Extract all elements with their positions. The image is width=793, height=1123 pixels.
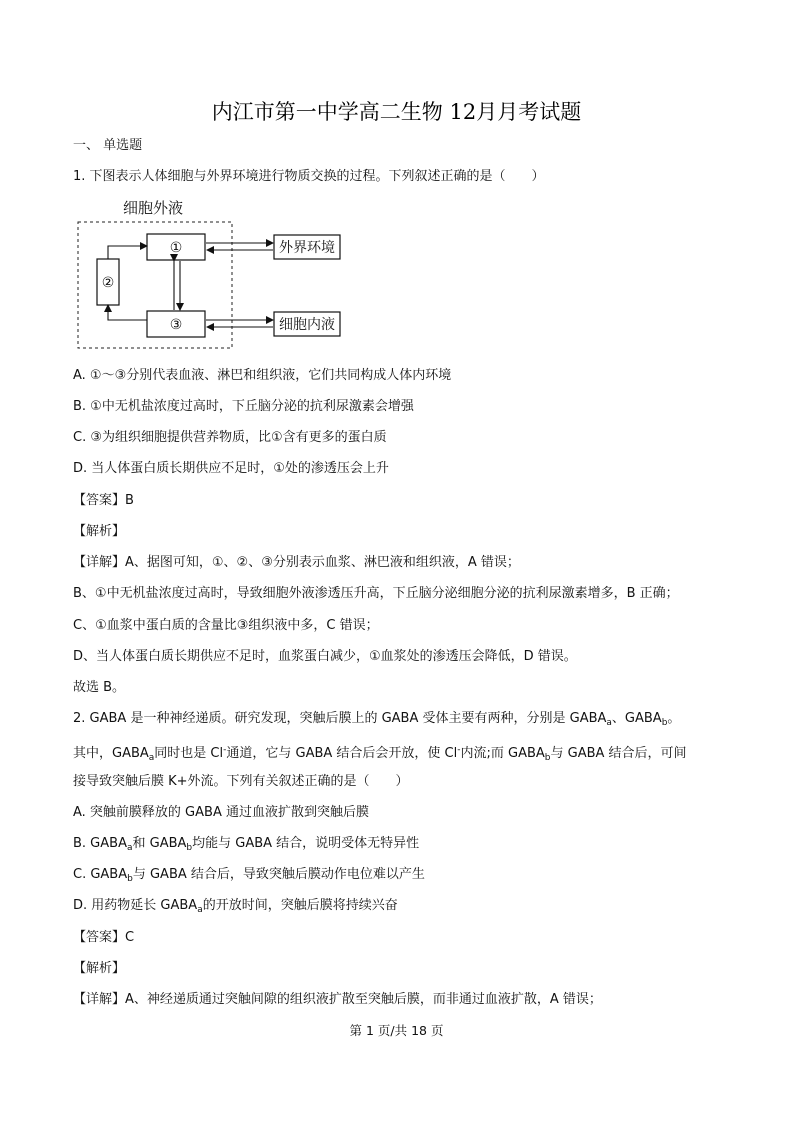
text-span: 均能与 GABA 结合，说明受体无特异性 bbox=[192, 836, 420, 851]
subscript-b: b bbox=[186, 843, 193, 853]
q1-option-d: D. 当人体蛋白质长期供应不足时，①处的渗透压会上升 bbox=[73, 461, 389, 476]
text-span: 通道，它与 GABA 结合后会开放，使 Cl bbox=[226, 746, 458, 761]
q1-detail-b: B、①中无机盐浓度过高时，导致细胞外液渗透压升高，下丘脑分泌细胞分泌的抗利尿激素增多，B 正确； bbox=[73, 586, 679, 601]
box-1-label: ① bbox=[169, 240, 183, 256]
q1-option-a: A. ①～③分别代表血液、淋巴和组织液，它们共同构成人体内环境 bbox=[73, 368, 452, 383]
exchange-diagram bbox=[73, 197, 363, 353]
extracellular-fluid-label: 细胞外液 bbox=[123, 199, 184, 217]
text-span: 同时也是 Cl bbox=[154, 746, 224, 761]
q1-option-c: C. ③为组织细胞提供营养物质，比①含有更多的蛋白质 bbox=[73, 430, 387, 445]
box-3-label: ③ bbox=[169, 317, 183, 333]
text-span: 的开放时间，突触后膜将持续兴奋 bbox=[202, 898, 398, 913]
subscript-b: b bbox=[544, 753, 551, 763]
q2-option-a: A. 突触前膜释放的 GABA 通过血液扩散到突触后膜 bbox=[73, 805, 369, 820]
q1-conclusion: 故选 B。 bbox=[73, 680, 126, 695]
text-span: B. GABA bbox=[73, 836, 127, 851]
text-span: D. 用药物延长 GABA bbox=[73, 898, 198, 913]
intracellular-label: 细胞内液 bbox=[279, 317, 335, 333]
q2-option-b bbox=[73, 835, 419, 857]
text-span: 其中，GABA bbox=[73, 746, 149, 761]
q1-analysis-label: 【解析】 bbox=[73, 524, 126, 539]
subscript-a: a bbox=[148, 753, 155, 763]
q2-stem-line3: 接导致突触后膜 K+外流。下列有关叙述正确的是（ ） bbox=[73, 774, 409, 789]
text-span: 与 GABA 结合后，可间 bbox=[550, 746, 687, 761]
subscript-a: a bbox=[197, 905, 203, 915]
text-span: 内流;而 GABA bbox=[460, 746, 545, 761]
box-2-label: ② bbox=[101, 275, 115, 291]
period: 。 bbox=[667, 711, 681, 726]
q1-diagram bbox=[73, 197, 363, 353]
q1-option-b: B. ①中无机盐浓度过高时，下丘脑分泌的抗利尿激素会增强 bbox=[73, 399, 414, 414]
section-heading: 一、 单选题 bbox=[73, 138, 143, 153]
subscript-a: a bbox=[126, 843, 133, 853]
q2-option-c bbox=[73, 866, 425, 888]
q1-stem: 1. 下图表示人体细胞与外界环境进行物质交换的过程。下列叙述正确的是（ ） bbox=[73, 169, 545, 184]
q2-option-d bbox=[73, 897, 398, 919]
q2-answer: 【答案】C bbox=[73, 930, 135, 945]
arrow-2-to-1 bbox=[108, 246, 147, 259]
page-footer: 第 1 页/共 18 页 bbox=[349, 1023, 444, 1038]
q1-answer: 【答案】B bbox=[73, 493, 134, 508]
arrow-3-to-2 bbox=[108, 305, 147, 320]
q1-detail-c: C、①血浆中蛋白质的含量比③组织液中多，C 错误； bbox=[73, 618, 379, 633]
subscript-a: a bbox=[606, 718, 612, 728]
page-title: 内江市第一中学高二生物 12月月考试题 bbox=[211, 100, 582, 124]
q2-detail-a: 【详解】A、神经递质通过突触间隙的组织液扩散至突触后膜，而非通过血液扩散，A 错误； bbox=[73, 992, 602, 1007]
text-span: C. GABA bbox=[73, 867, 128, 882]
q1-detail-a: 【详解】A、据图可知，①、②、③分别表示血浆、淋巴液和组织液，A 错误； bbox=[73, 555, 520, 570]
external-env-label: 外界环境 bbox=[279, 240, 335, 256]
superscript-minus: - bbox=[457, 745, 461, 755]
q2-stem-line2 bbox=[73, 741, 687, 767]
separator: 、GABA bbox=[611, 711, 662, 726]
subscript-b: b bbox=[661, 718, 668, 728]
text-span: 和 GABA bbox=[132, 836, 187, 851]
q2-stem-line1 bbox=[73, 710, 680, 732]
q1-detail-d: D、当人体蛋白质长期供应不足时，血浆蛋白减少，①血浆处的渗透压会降低，D 错误。 bbox=[73, 649, 577, 664]
superscript-minus: - bbox=[223, 745, 227, 755]
q2-stem-text: 2. GABA 是一种神经递质。研究发现，突触后膜上的 GABA 受体主要有两种，分别是 GABA bbox=[73, 711, 607, 726]
q2-analysis-label: 【解析】 bbox=[73, 961, 126, 976]
text-span: 与 GABA 结合后，导致突触后膜动作电位难以产生 bbox=[132, 867, 425, 882]
subscript-b: b bbox=[127, 874, 133, 884]
